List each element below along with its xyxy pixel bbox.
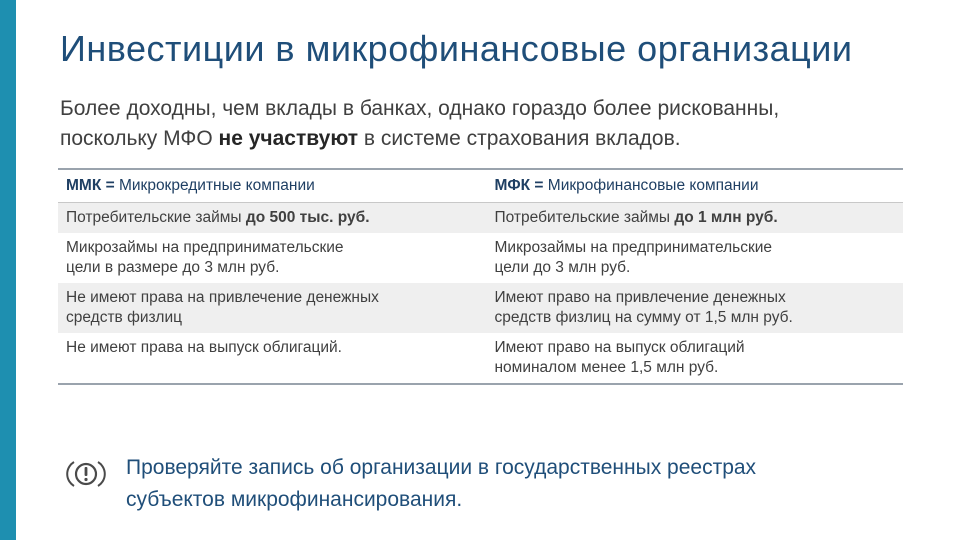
subtitle-emphasis: не участвуют — [218, 127, 359, 150]
page-title: Инвестиции в микрофинансовые организации — [60, 28, 853, 69]
table-row — [58, 333, 903, 383]
table-row — [58, 203, 903, 233]
warning-note — [66, 452, 926, 522]
warning-text — [126, 452, 906, 516]
warning-text-line-2: субъектов микрофинансирования. — [126, 488, 463, 511]
table-row — [58, 283, 903, 333]
cell-line: цели до 3 млн руб. — [494, 259, 631, 276]
header-full: Микрокредитные компании — [118, 177, 315, 194]
warning-exclamation-icon — [66, 458, 106, 490]
cell-line: Микрозаймы на предпринимательские — [66, 239, 344, 256]
table-header-row — [58, 170, 903, 203]
table-cell — [58, 203, 481, 233]
subtitle-text-suffix: в системе страхования вкладов. — [358, 127, 681, 150]
header-cell-mmk — [58, 170, 481, 202]
header-eq: = — [101, 177, 119, 194]
cell-line: цели в размере до 3 млн руб. — [66, 259, 280, 276]
cell-line: средств физлиц на сумму от 1,5 млн руб. — [494, 309, 793, 326]
cell-bold: до 1 млн руб. — [674, 209, 778, 226]
table-cell — [481, 283, 904, 333]
header-abbr: МФК — [494, 177, 531, 194]
table-cell — [58, 283, 481, 333]
table-cell — [481, 333, 904, 383]
header-cell-mfk — [481, 170, 904, 202]
subtitle — [60, 94, 920, 154]
table-cell — [58, 233, 481, 283]
cell-line: средств физлиц — [66, 309, 183, 326]
cell-text: Потребительские займы — [66, 209, 246, 226]
cell-bold: до 500 тыс. руб. — [245, 209, 370, 226]
cell-line: Не имеют права на выпуск облигаций. — [66, 339, 342, 356]
cell-line: номиналом менее 1,5 млн руб. — [494, 359, 719, 376]
subtitle-text-prefix: поскольку МФО — [60, 127, 219, 150]
warning-text-line-1: Проверяйте запись об организации в государственных реестрах — [126, 456, 757, 479]
table-cell — [481, 233, 904, 283]
cell-line: Микрозаймы на предпринимательские — [494, 239, 773, 256]
cell-line: Не имеют права на привлечение денежных — [66, 289, 379, 306]
cell-line: Имеют право на привлечение денежных — [494, 289, 786, 306]
accent-bar — [0, 0, 16, 540]
comparison-table — [58, 168, 903, 385]
subtitle-line-1: Более доходны, чем вклады в банках, однако гораздо более рискованны, — [60, 97, 780, 120]
cell-text: Потребительские займы — [494, 209, 675, 226]
table-row — [58, 233, 903, 283]
header-eq: = — [530, 177, 548, 194]
header-full: Микрофинансовые компании — [547, 177, 759, 194]
header-abbr: ММК — [66, 177, 102, 194]
table-cell — [481, 203, 904, 233]
subtitle-line-2 — [60, 124, 920, 154]
table-cell — [58, 333, 481, 383]
cell-line: Имеют право на выпуск облигаций — [494, 339, 745, 356]
